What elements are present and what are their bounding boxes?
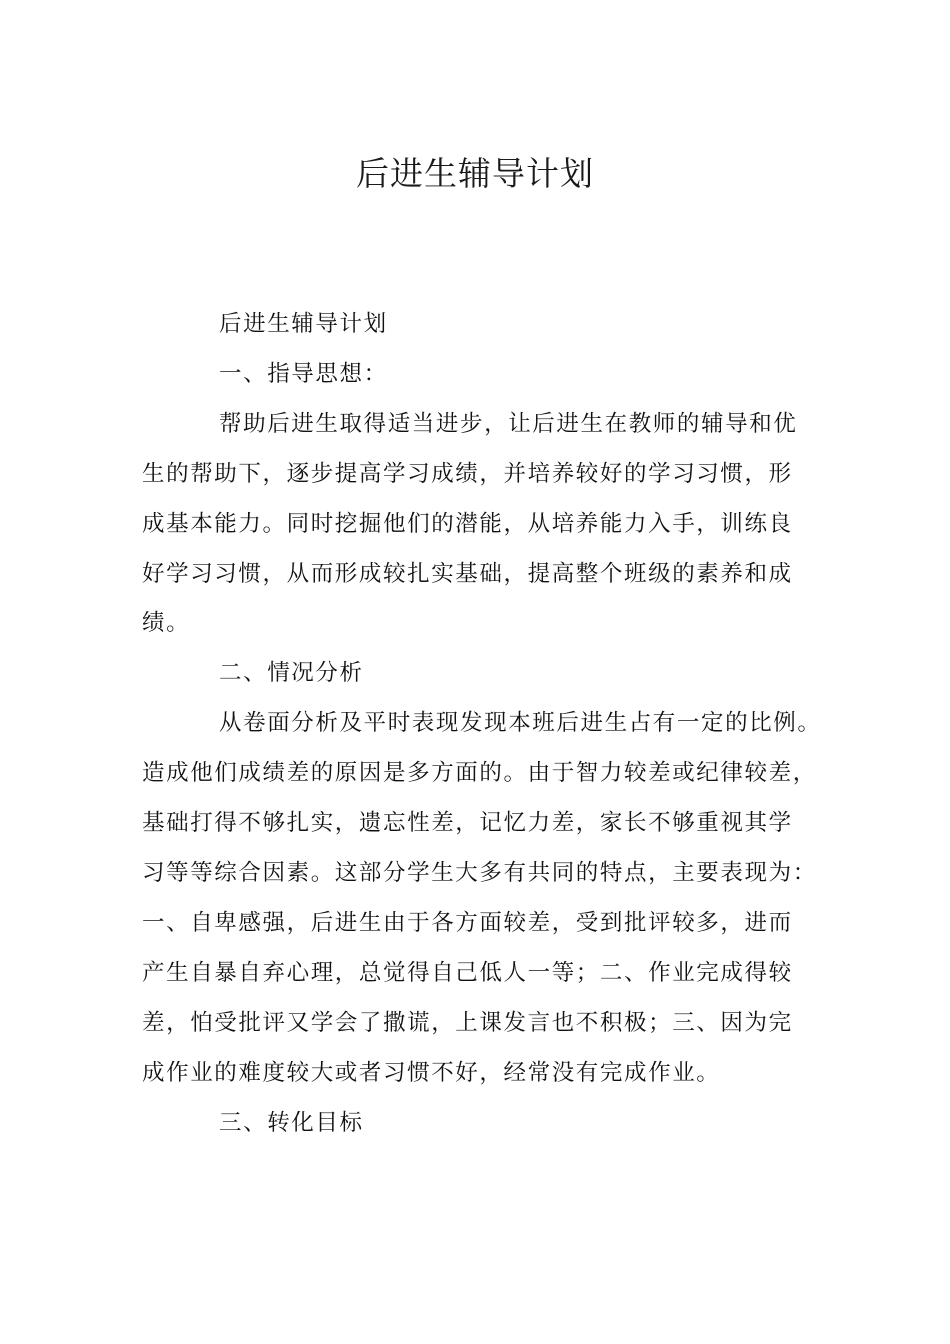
paragraph-line: 帮助后进生取得适当进步，让后进生在教师的辅导和优	[219, 410, 798, 437]
paragraph-line: 好学习习惯，从而形成较扎实基础，提高整个班级的素养和成	[142, 560, 793, 587]
paragraph-line: 造成他们成绩差的原因是多方面的。由于智力较差或纪律较差，	[142, 760, 817, 787]
paragraph-line: 绩。	[142, 610, 191, 637]
paragraph-line: 成基本能力。同时挖掘他们的潜能，从培养能力入手，训练良	[142, 510, 793, 537]
document-title: 后进生辅导计划	[356, 154, 594, 193]
section-heading-guiding-thought: 一、指导思想：	[219, 360, 388, 387]
subtitle-line: 后进生辅导计划	[219, 311, 388, 337]
paragraph-line: 生的帮助下，逐步提高学习成绩，并培养较好的学习习惯，形	[142, 460, 793, 487]
paragraph-line: 基础打得不够扎实，遗忘性差，记忆力差，家长不够重视其学	[142, 810, 793, 837]
paragraph-line: 差，怕受批评又学会了撒谎，上课发言也不积极；三、因为完	[142, 1009, 793, 1036]
section-heading-situation-analysis: 二、情况分析	[219, 660, 364, 687]
paragraph-line: 一、自卑感强，后进生由于各方面较差，受到批评较多，进而	[142, 909, 793, 936]
paragraph-line: 习等等综合因素。这部分学生大多有共同的特点，主要表现为：	[142, 859, 817, 886]
paragraph-line: 产生自暴自弃心理，总觉得自己低人一等；二、作业完成得较	[142, 959, 793, 986]
document-body	[142, 300, 822, 1148]
paragraph-line: 从卷面分析及平时表现发现本班后进生占有一定的比例。	[219, 710, 822, 737]
section-heading-transformation-goal: 三、转化目标	[219, 1109, 364, 1136]
paragraph-line: 成作业的难度较大或者习惯不好，经常没有完成作业。	[142, 1059, 721, 1086]
